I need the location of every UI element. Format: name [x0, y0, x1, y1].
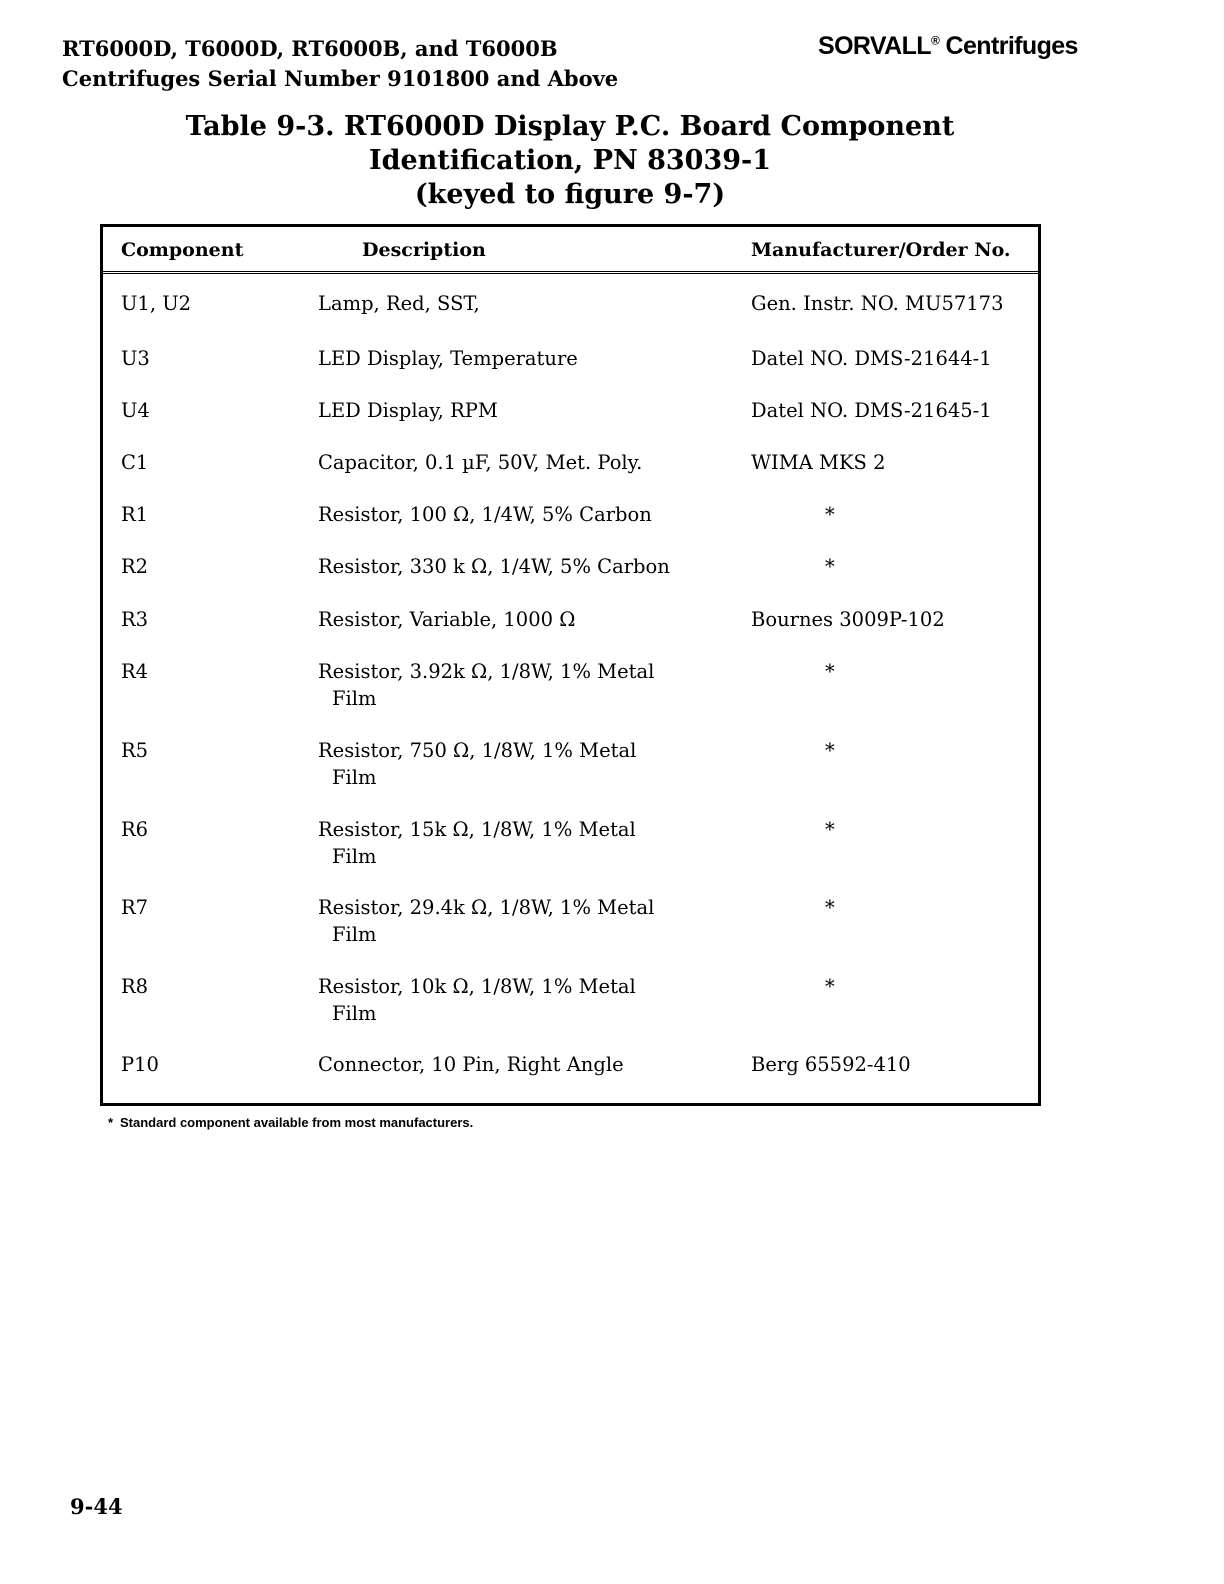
description-text: Capacitor, 0.1 µF, 50V, Met. Poly. [318, 451, 643, 474]
description-text: Resistor, 29.4k Ω, 1/8W, 1% Metal [318, 896, 655, 919]
description-text: LED Display, Temperature [318, 347, 578, 370]
description-text: Connector, 10 Pin, Right Angle [318, 1053, 624, 1076]
cell-description [318, 501, 652, 528]
cell-description [318, 345, 578, 372]
cell-description [318, 290, 480, 317]
header-line-1: RT6000D, T6000D, RT6000B, and T6000B [62, 36, 558, 61]
description-text: LED Display, RPM [318, 399, 498, 422]
running-header-left [62, 34, 618, 94]
header-description: Description [362, 239, 486, 261]
title-line-3: (keyed to figure 9-7) [414, 179, 726, 210]
cell-component: R7 [121, 896, 149, 919]
description-text: Resistor, Variable, 1000 Ω [318, 608, 576, 631]
header-component: Component [121, 239, 244, 261]
cell-description [318, 1051, 624, 1078]
cell-component: P10 [121, 1053, 159, 1076]
description-continuation: Film [332, 687, 377, 710]
running-header-right [818, 32, 1078, 61]
description-text: Resistor, 330 k Ω, 1/4W, 5% Carbon [318, 555, 670, 578]
cell-component: C1 [121, 451, 149, 474]
description-text: Resistor, 3.92k Ω, 1/8W, 1% Metal [318, 660, 655, 683]
description-text: Resistor, 750 Ω, 1/8W, 1% Metal [318, 739, 637, 762]
cell-description [318, 737, 636, 791]
cell-manufacturer: Berg 65592-410 [751, 1053, 911, 1076]
description-continuation: Film [332, 1002, 377, 1025]
cell-description [318, 553, 670, 580]
cell-manufacturer-standard: * [825, 660, 835, 683]
cell-description [318, 606, 575, 633]
cell-manufacturer: Gen. Instr. NO. MU57173 [751, 292, 1004, 315]
cell-description [318, 397, 498, 424]
cell-component: R4 [121, 660, 149, 683]
cell-component: U4 [121, 399, 150, 422]
cell-description [318, 449, 642, 476]
cell-manufacturer-standard: * [825, 739, 835, 762]
description-text: Resistor, 10k Ω, 1/8W, 1% Metal [318, 975, 636, 998]
cell-component: U3 [121, 347, 150, 370]
description-text: Lamp, Red, SST, [318, 292, 480, 315]
component-table [100, 224, 1041, 1106]
registered-mark: ® [930, 33, 940, 48]
cell-manufacturer: Datel NO. DMS-21645-1 [751, 399, 992, 422]
footnote-text: Standard component available from most manufacturers. [120, 1115, 474, 1130]
cell-manufacturer-standard: * [825, 503, 835, 526]
cell-component: R6 [121, 818, 149, 841]
cell-description [318, 894, 654, 948]
description-text: Resistor, 15k Ω, 1/8W, 1% Metal [318, 818, 636, 841]
cell-description [318, 816, 636, 870]
cell-manufacturer: WIMA MKS 2 [751, 451, 886, 474]
table-title [150, 110, 990, 212]
cell-component: R8 [121, 975, 149, 998]
cell-component: R2 [121, 555, 149, 578]
title-line-1: Table 9-3. RT6000D Display P.C. Board Component [185, 111, 955, 142]
description-continuation: Film [332, 766, 377, 789]
title-line-2: Identification, PN 83039-1 [368, 145, 772, 176]
cell-description [318, 658, 654, 712]
footnote [108, 1115, 473, 1130]
cell-manufacturer: Bournes 3009P-102 [751, 608, 945, 631]
footnote-marker: * [108, 1115, 114, 1130]
header-line-2: Centrifuges Serial Number 9101800 and Above [62, 66, 619, 91]
cell-manufacturer-standard: * [825, 975, 835, 998]
description-continuation: Film [332, 923, 377, 946]
description-text: Resistor, 100 Ω, 1/4W, 5% Carbon [318, 503, 652, 526]
header-manufacturer: Manufacturer/Order No. [751, 239, 1011, 261]
table-header-row [103, 227, 1038, 274]
brand-name: SORVALL [818, 32, 931, 60]
cell-component: U1, U2 [121, 292, 192, 315]
cell-manufacturer: Datel NO. DMS-21644-1 [751, 347, 992, 370]
cell-component: R1 [121, 503, 149, 526]
cell-component: R5 [121, 739, 149, 762]
page-number: 9-44 [70, 1494, 123, 1519]
cell-manufacturer-standard: * [825, 818, 835, 841]
description-continuation: Film [332, 845, 377, 868]
cell-manufacturer-standard: * [825, 896, 835, 919]
cell-description [318, 973, 636, 1027]
cell-manufacturer-standard: * [825, 555, 835, 578]
cell-component: R3 [121, 608, 149, 631]
brand-suffix: Centrifuges [939, 32, 1078, 60]
